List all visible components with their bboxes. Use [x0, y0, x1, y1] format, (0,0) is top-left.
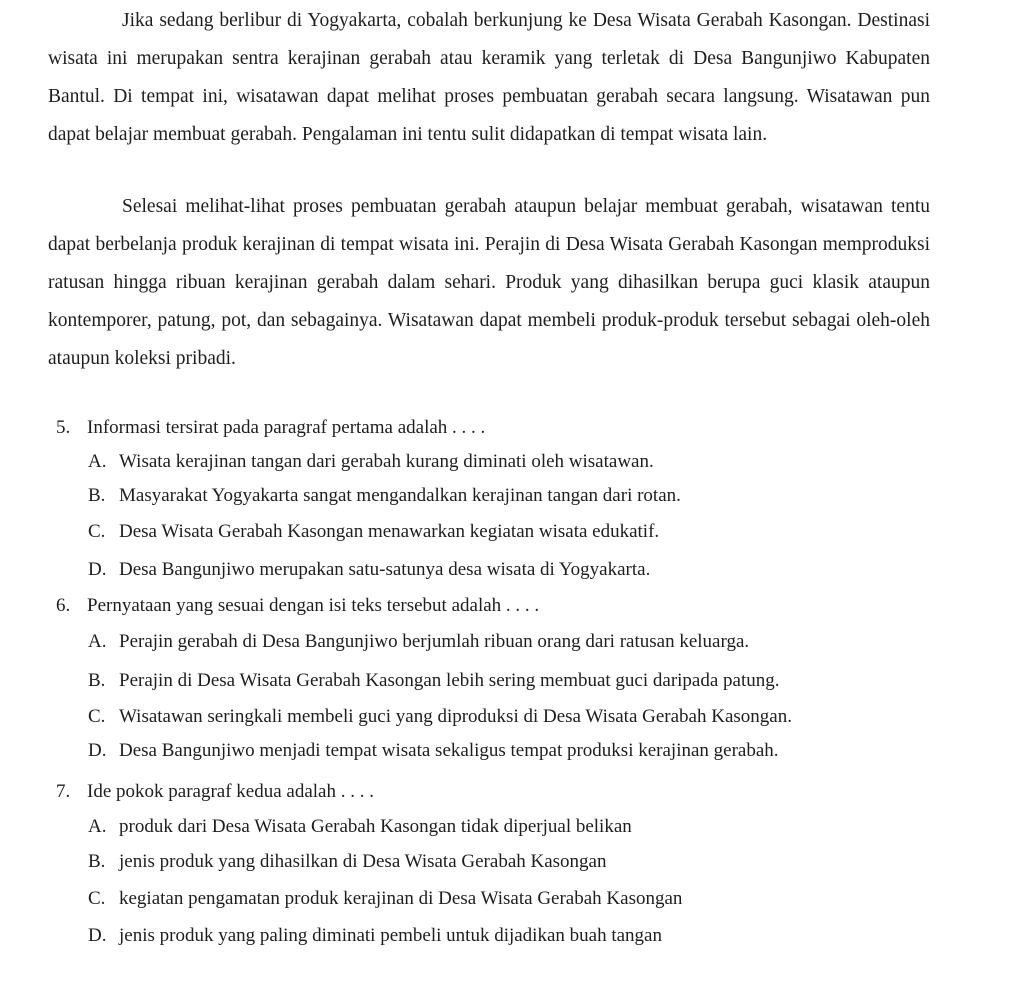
option-text: Perajin gerabah di Desa Bangunjiwo berjumlah ribuan orang dari ratusan keluarga.: [119, 631, 750, 652]
passage-paragraph-1: Jika sedang berlibur di Yogyakarta, cobalah berkunjung ke Desa Wisata Gerabah Kasongan. Destinasi wisata ini merupakan sentra kerajinan gerabah atau keramik yang terletak di Desa Bangunjiwo Kabupaten Bantul. Di tempat ini, wisatawan dapat melihat proses pembuatan gerabah secara langsung. Wisatawan pun dapat belajar membuat gerabah. Pengalaman ini tentu sulit didapatkan di tempat wisata lain.: [48, 10, 930, 145]
option-text: Wisata kerajinan tangan dari gerabah kurang diminati oleh wisatawan.: [119, 451, 654, 472]
question-5: [56, 417, 956, 580]
question-number: 6.: [56, 595, 71, 616]
option-text: Perajin di Desa Wisata Gerabah Kasongan lebih sering membuat guci daripada patung.: [119, 670, 780, 691]
question-6: [56, 595, 956, 761]
question-text: Ide pokok paragraf kedua adalah . . . .: [87, 781, 374, 802]
option-text: Desa Bangunjiwo menjadi tempat wisata sekaligus tempat produksi kerajinan gerabah.: [119, 740, 779, 761]
passage-paragraph-2: Selesai melihat-lihat proses pembuatan gerabah ataupun belajar membuat gerabah, wisatawan tentu dapat berbelanja produk kerajinan di tempat wisata ini. Perajin di Desa Wisata Gerabah Kasongan memproduksi ratusan hingga ribuan kerajinan gerabah dalam sehari. Produk yang dihasilkan berupa guci klasik ataupun kontemporer, patung, pot, dan sebagainya. Wisatawan dapat membeli produk-produk tersebut sebagai oleh-oleh ataupun koleksi pribadi.: [48, 196, 930, 369]
option-5b[interactable]: [88, 485, 681, 507]
question-text: Informasi tersirat pada paragraf pertama adalah . . . .: [87, 417, 486, 438]
option-text: Desa Wisata Gerabah Kasongan menawarkan kegiatan wisata edukatif.: [119, 521, 660, 542]
question-number: 5.: [56, 417, 71, 438]
option-text: Masyarakat Yogyakarta sangat mengandalkan kerajinan tangan dari rotan.: [119, 485, 681, 506]
option-letter: C.: [88, 706, 106, 727]
question-number: 7.: [56, 781, 71, 802]
option-letter: A.: [88, 816, 107, 837]
option-text: kegiatan pengamatan produk kerajinan di Desa Wisata Gerabah Kasongan: [119, 888, 683, 909]
option-letter: D.: [88, 925, 107, 946]
option-letter: D.: [88, 740, 107, 761]
option-6d[interactable]: [88, 740, 779, 762]
option-6b[interactable]: [88, 670, 780, 692]
option-letter: C.: [88, 888, 106, 909]
option-7d[interactable]: [88, 925, 662, 947]
option-6a[interactable]: [88, 631, 749, 653]
question-7-stem: [56, 781, 956, 803]
option-letter: C.: [88, 521, 106, 542]
option-7b[interactable]: [88, 851, 606, 873]
option-7c[interactable]: [88, 888, 682, 910]
option-6c[interactable]: [88, 706, 792, 728]
option-letter: B.: [88, 670, 106, 691]
option-5d[interactable]: [88, 559, 650, 581]
option-text: jenis produk yang paling diminati pembeli untuk dijadikan buah tangan: [119, 925, 662, 946]
option-letter: A.: [88, 451, 107, 472]
option-text: jenis produk yang dihasilkan di Desa Wisata Gerabah Kasongan: [119, 851, 607, 872]
option-letter: B.: [88, 485, 106, 506]
option-text: Wisatawan seringkali membeli guci yang diproduksi di Desa Wisata Gerabah Kasongan.: [119, 706, 792, 727]
option-text: produk dari Desa Wisata Gerabah Kasongan tidak diperjual belikan: [119, 816, 632, 837]
option-text: Desa Bangunjiwo merupakan satu-satunya desa wisata di Yogyakarta.: [119, 559, 651, 580]
option-letter: D.: [88, 559, 107, 580]
option-5c[interactable]: [88, 521, 659, 543]
question-text: Pernyataan yang sesuai dengan isi teks tersebut adalah . . . .: [87, 595, 540, 616]
question-5-stem: [56, 417, 956, 439]
question-6-stem: [56, 595, 956, 617]
option-letter: A.: [88, 631, 107, 652]
question-7: [56, 781, 956, 946]
option-letter: B.: [88, 851, 106, 872]
option-7a[interactable]: [88, 816, 632, 838]
option-5a[interactable]: [88, 451, 654, 473]
